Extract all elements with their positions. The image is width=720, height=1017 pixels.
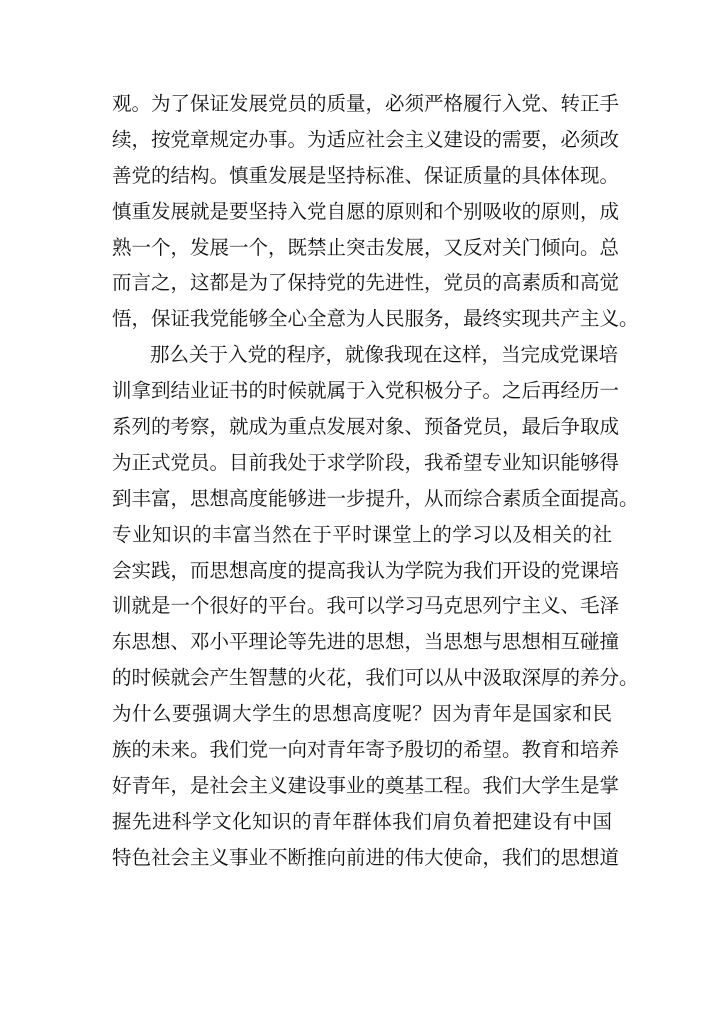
text-line: 东思想、邓小平理论等先进的思想，当思想与思想相互碰撞 <box>112 630 620 654</box>
text-line: 观。为了保证发展党员的质量，必须严格履行入党、转正手 <box>112 92 620 115</box>
text-line: 训拿到结业证书的时候就属于入党积极分子。之后再经历一 <box>112 379 620 403</box>
text-line: 会实践，而思想高度的提高我认为学院为我们开设的党课培 <box>112 558 620 582</box>
text-line: 续，按党章规定办事。为适应社会主义建设的需要，必须改 <box>112 127 620 151</box>
text-line: 悟，保证我党能够全心全意为人民服务，最终实现共产主义。 <box>112 307 639 331</box>
text-line: 为什么要强调大学生的思想高度呢？因为青年是国家和民 <box>112 702 612 726</box>
text-line: 族的未来。我们党一向对青年寄予殷切的希望。教育和培养 <box>112 738 620 762</box>
text-line: 善党的结构。慎重发展是坚持标准、保证质量的具体体现。 <box>112 163 620 187</box>
text-line: 熟一个，发展一个，既禁止突击发展，又反对关门倾向。总 <box>112 235 620 259</box>
text-line: 为正式党员。目前我处于求学阶段，我希望专业知识能够得 <box>112 450 620 474</box>
text-line: 特色社会主义事业不断推向前进的伟大使命，我们的思想道 <box>112 845 620 869</box>
paragraph-first-line: 那么关于入党的程序，就像我现在这样，当完成党课培 <box>150 343 619 367</box>
text-line: 到丰富，思想高度能够进一步提升，从而综合素质全面提高。 <box>112 486 639 510</box>
text-line: 训就是一个很好的平台。我可以学习马克思列宁主义、毛泽 <box>112 594 620 618</box>
text-line: 慎重发展就是要坚持入党自愿的原则和个别吸收的原则，成 <box>112 199 620 223</box>
text-line: 好青年，是社会主义建设事业的奠基工程。我们大学生是掌 <box>112 773 620 797</box>
text-line: 系列的考察，就成为重点发展对象、预备党员，最后争取成 <box>112 415 620 439</box>
text-line: 的时候就会产生智慧的火花，我们可以从中汲取深厚的养分。 <box>112 666 639 690</box>
body-text <box>112 86 639 876</box>
text-line: 握先进科学文化知识的青年群体我们肩负着把建设有中国 <box>112 809 612 833</box>
text-line: 专业知识的丰富当然在于平时课堂上的学习以及相关的社 <box>112 522 612 546</box>
text-line: 而言之，这都是为了保持党的先进性，党员的高素质和高觉 <box>112 271 620 295</box>
